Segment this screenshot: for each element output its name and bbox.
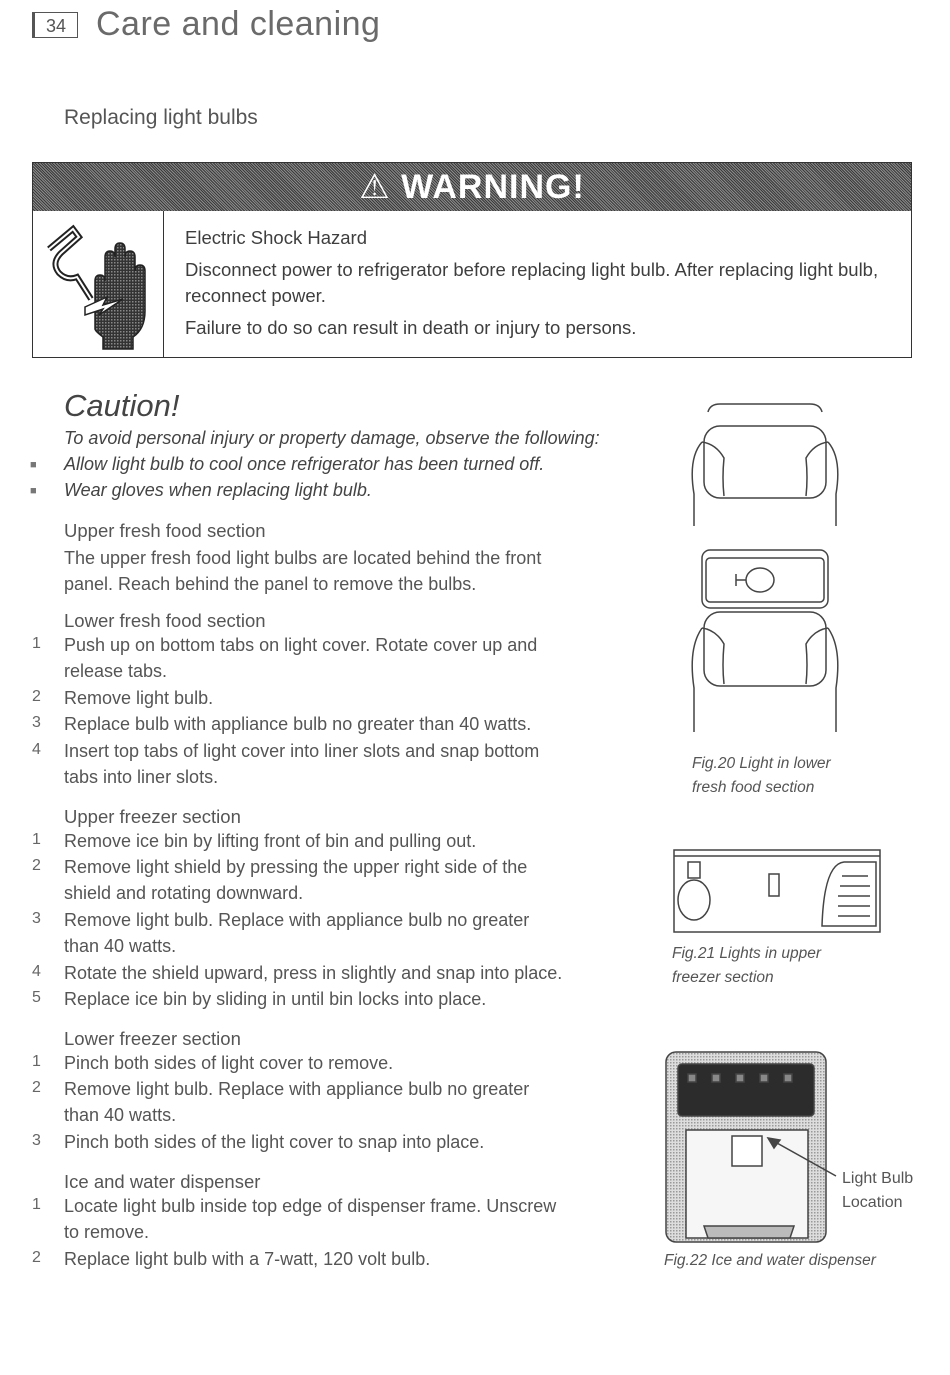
upper-fresh-heading: Upper fresh food section <box>64 520 266 541</box>
step-number: 4 <box>32 741 41 758</box>
step-text: Replace ice bin by sliding in until bin locks into place. <box>64 989 487 1009</box>
step-number: 2 <box>32 857 41 874</box>
upper-fresh-text-1: The upper fresh food light bulbs are located behind the front <box>64 548 542 568</box>
step-text: Pinch both sides of light cover to remove. <box>64 1053 394 1073</box>
step-text: Locate light bulb inside top edge of dispenser frame. Unscrew <box>64 1196 557 1216</box>
warning-banner <box>33 163 911 211</box>
step-number: 3 <box>32 910 41 927</box>
warning-triangle-icon: ⚠ <box>359 168 391 206</box>
step-text: Remove light bulb. Replace with appliance bulb no greater <box>64 910 530 930</box>
step-number: 2 <box>32 688 41 705</box>
step-text-cont: to remove. <box>64 1222 150 1242</box>
electric-shock-hand-icon <box>33 211 161 355</box>
shock-hazard-cell <box>33 211 164 357</box>
caution-bullet-1: Allow light bulb to cool once refrigerator has been turned off. <box>64 454 545 474</box>
section-title: Replacing light bulbs <box>64 106 258 129</box>
step-number: 3 <box>32 1132 41 1149</box>
fig21-caption-2: freezer section <box>672 969 774 986</box>
fig22-caption: Fig.22 Ice and water dispenser <box>664 1252 876 1269</box>
page-title: Care and cleaning <box>96 5 381 43</box>
step-text: Insert top tabs of light cover into liner slots and snap bottom <box>64 741 540 761</box>
step-text-cont: shield and rotating downward. <box>64 883 304 903</box>
warning-heading: Electric Shock Hazard <box>185 227 367 248</box>
step-text-cont: release tabs. <box>64 661 168 681</box>
step-text: Replace light bulb with a 7-watt, 120 volt bulb. <box>64 1249 431 1269</box>
fig22-illustration <box>664 1050 844 1246</box>
dispenser-heading: Ice and water dispenser <box>64 1171 261 1192</box>
lower-freezer-heading: Lower freezer section <box>64 1028 241 1049</box>
step-number: 2 <box>32 1079 41 1096</box>
caution-bullet-2: Wear gloves when replacing light bulb. <box>64 480 372 500</box>
warning-line-2: Failure to do so can result in death or injury to persons. <box>185 317 637 338</box>
step-text-cont: than 40 watts. <box>64 936 177 956</box>
step-text: Remove light bulb. Replace with appliance bulb no greater <box>64 1079 530 1099</box>
upper-freezer-heading: Upper freezer section <box>64 806 241 827</box>
fig20-illustration <box>680 398 850 740</box>
step-text: Remove light shield by pressing the upper right side of the <box>64 857 528 877</box>
step-text: Pinch both sides of the light cover to snap into place. <box>64 1132 485 1152</box>
step-number: 1 <box>32 635 41 652</box>
caution-title: Caution! <box>64 388 180 423</box>
step-text-cont: tabs into liner slots. <box>64 767 219 787</box>
bullet-square-icon: ■ <box>30 485 37 497</box>
upper-fresh-text-2: panel. Reach behind the panel to remove the bulbs. <box>64 574 477 594</box>
fig22-label-1: Light Bulb <box>842 1170 914 1187</box>
step-text-cont: than 40 watts. <box>64 1105 177 1125</box>
step-text: Push up on bottom tabs on light cover. Rotate cover up and <box>64 635 538 655</box>
fig20-caption-1: Fig.20 Light in lower <box>692 755 831 772</box>
lower-fresh-heading: Lower fresh food section <box>64 610 266 631</box>
fig21-illustration <box>672 844 884 936</box>
warning-banner-text: WARNING! <box>401 168 585 206</box>
step-number: 4 <box>32 963 41 980</box>
fig22-label-2: Location <box>842 1194 903 1211</box>
step-number: 3 <box>32 714 41 731</box>
fig21-caption-1: Fig.21 Lights in upper <box>672 945 822 962</box>
warning-line-1: Disconnect power to refrigerator before replacing light bulb. After replacing light bulb, reconnect power. <box>185 259 879 306</box>
step-number: 2 <box>32 1249 41 1266</box>
page-number: 34 <box>32 12 78 38</box>
step-number: 1 <box>32 1196 41 1213</box>
warning-text <box>185 225 899 347</box>
caution-intro: To avoid personal injury or property damage, observe the following: <box>64 428 600 448</box>
step-number: 5 <box>32 989 41 1006</box>
step-text: Replace bulb with appliance bulb no greater than 40 watts. <box>64 714 532 734</box>
step-text: Remove ice bin by lifting front of bin and pulling out. <box>64 831 477 851</box>
warning-box <box>32 162 912 358</box>
step-number: 1 <box>32 1053 41 1070</box>
step-text: Remove light bulb. <box>64 688 214 708</box>
step-text: Rotate the shield upward, press in slightly and snap into place. <box>64 963 563 983</box>
bullet-square-icon: ■ <box>30 459 37 471</box>
fig20-caption-2: fresh food section <box>692 779 815 796</box>
step-number: 1 <box>32 831 41 848</box>
